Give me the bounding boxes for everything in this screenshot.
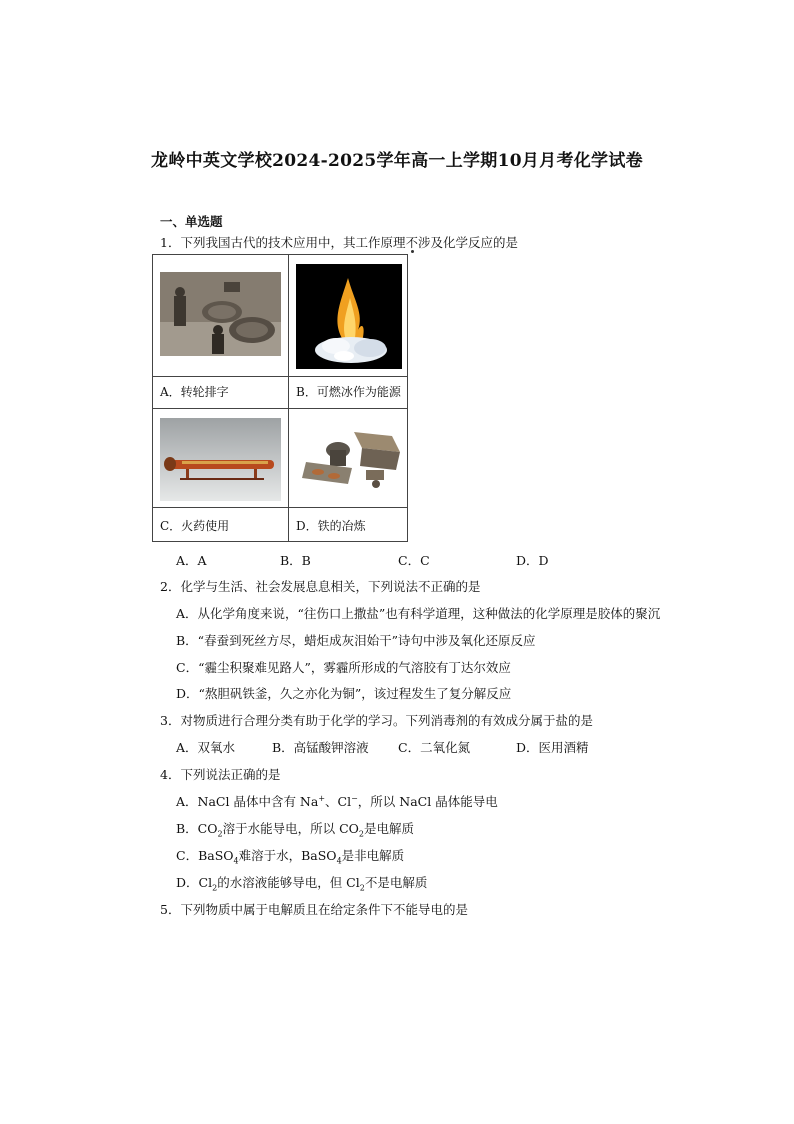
option-d[interactable]: D．$Cl_2$的水溶液能够导电，但 $Cl_2$不是电解质 — [176, 875, 428, 893]
question-1-image-table — [152, 254, 408, 542]
exam-title: 龙岭中英文学校2024-2025学年高一上学期10月月考化学试卷 — [151, 151, 643, 171]
option-b[interactable]: B．$CO_2$溶于水能导电，所以 $CO_2$是电解质 — [176, 821, 414, 839]
option-a[interactable]: A．A — [176, 553, 207, 568]
table-divider — [153, 408, 407, 409]
option-d[interactable]: D．D — [516, 553, 549, 568]
option-d[interactable]: D．“熬胆矾铁釜，久之亦化为铜”，该过程发生了复分解反应 — [176, 686, 512, 701]
option-b[interactable]: B．高锰酸钾溶液 — [272, 740, 369, 755]
question-1-options — [176, 551, 616, 567]
cell-d-caption: D．铁的冶炼 — [296, 519, 366, 533]
table-divider-vertical — [288, 255, 289, 541]
option-c[interactable]: C．BaSO$_4$难溶于水，BaSO$_4$是非电解质 — [176, 848, 405, 866]
option-b[interactable]: B．“春蚕到死丝方尽，蜡炬成灰泪始干”诗句中涉及氧化还原反应 — [176, 633, 536, 648]
question-3-stem: 3．对物质进行合理分类有助于化学的学习。下列消毒剂的有效成分属于盐的是 — [160, 713, 593, 728]
printing-press-photo — [160, 272, 281, 356]
option-b[interactable]: B．B — [280, 553, 311, 568]
question-1-stem: 1．下列我国古代的技术应用中，其工作原理不涉及化学反应的是 — [160, 235, 518, 250]
option-c[interactable]: C．二氧化氮 — [398, 740, 471, 755]
option-c[interactable]: C．C — [398, 553, 430, 568]
cell-c-caption: C．火药使用 — [160, 519, 230, 533]
option-a[interactable]: A．NaCl 晶体中含有 Na+、Cl−，所以 NaCl 晶体能导电 — [176, 793, 498, 809]
question-3-options — [176, 738, 616, 754]
table-divider — [153, 507, 407, 508]
fire-lance-photo — [160, 418, 281, 501]
emphasis-dot — [411, 250, 414, 253]
cell-a-caption: A．转轮排字 — [160, 385, 229, 399]
question-5-stem: 5．下列物质中属于电解质且在给定条件下不能导电的是 — [160, 902, 468, 917]
option-a[interactable]: A．从化学角度来说，“往伤口上撒盐”也有科学道理，这种做法的化学原理是胶体的聚沉 — [176, 606, 661, 621]
table-divider — [153, 376, 407, 377]
option-c[interactable]: C．“霾尘积聚难见路人”，雾霾所形成的气溶胶有丁达尔效应 — [176, 660, 511, 675]
option-a[interactable]: A．双氧水 — [176, 740, 236, 755]
question-4-stem: 4．下列说法正确的是 — [160, 767, 281, 782]
cell-b-caption: B．可燃冰作为能源 — [296, 385, 401, 399]
option-d[interactable]: D．医用酒精 — [516, 740, 589, 755]
burning-ice-photo — [296, 264, 402, 369]
iron-smelting-model-photo — [296, 418, 400, 498]
question-2-stem: 2．化学与生活、社会发展息息相关，下列说法不正确的是 — [160, 579, 481, 594]
section-heading: 一、单选题 — [160, 214, 223, 229]
